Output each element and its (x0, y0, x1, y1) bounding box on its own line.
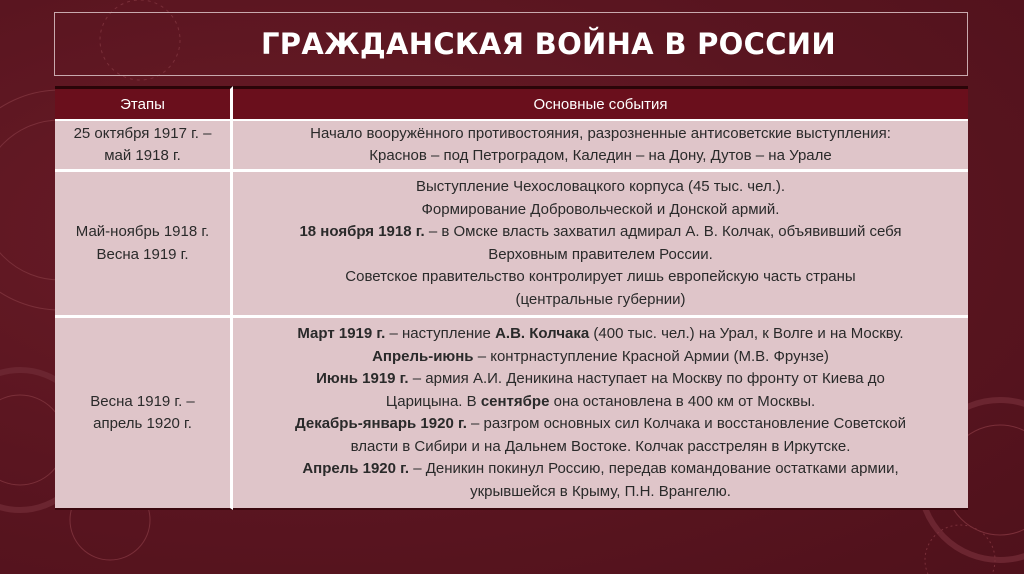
event-date: сентябре (480, 392, 550, 410)
event-line: Начало вооружённого противостояния, разрозненные антисоветские выступления: (310, 124, 891, 142)
stage-cell (55, 318, 233, 510)
events-cell (233, 121, 968, 172)
events-cell (233, 172, 968, 318)
event-date: 18 ноября 1918 г. (299, 223, 425, 240)
stage-cell (55, 172, 233, 318)
event-line: Краснов – под Петроградом, Каледин – на Дону, Дутов – на Урале (369, 147, 832, 164)
event-line: Верховным правителем России. (488, 245, 713, 263)
event-text: (400 тыс. чел.) на Урал, к Волге и на Москву. (589, 325, 904, 342)
event-line (239, 458, 962, 481)
stage-line: 25 октября 1917 г. – (73, 124, 212, 142)
event-line (239, 323, 962, 346)
event-line: власти в Сибири и на Дальнем Востоке. Колчак расстрелян в Иркутске. (350, 437, 851, 455)
event-text: – контрнаступление Красной Армии (М.В. Фрунзе) (473, 347, 829, 365)
event-text: – армия А.И. Деникина наступает на Москву по фронту от Киева до (408, 370, 885, 387)
table-row (55, 318, 968, 510)
event-date: Декабрь-январь 1920 г. (294, 415, 467, 432)
stage-line: май 1918 г. (104, 147, 181, 164)
event-line: Советское правительство контролирует лишь европейскую часть страны (345, 268, 856, 285)
event-line (239, 413, 962, 436)
stage-line: Весна 1919 г. (96, 245, 189, 263)
title-frame (54, 12, 968, 76)
event-text: – наступление (385, 325, 496, 342)
event-line (239, 391, 962, 414)
event-text: Царицына. В (385, 392, 481, 410)
event-line: (центральные губернии) (515, 290, 686, 308)
table-row (55, 121, 968, 172)
event-line (239, 346, 962, 369)
page-title: ГРАЖДАНСКАЯ ВОЙНА В РОССИИ (261, 27, 836, 61)
event-line: укрывшейся в Крыму, П.Н. Врангелю. (470, 482, 731, 500)
events-table (55, 86, 968, 510)
event-date: Июнь 1919 г. (316, 370, 409, 387)
events-cell (233, 318, 968, 510)
stage-line: Май-ноябрь 1918 г. (75, 223, 210, 240)
event-text: – Деникин покинул Россию, передав командование остатками армии, (409, 460, 899, 477)
stage-cell (55, 121, 233, 172)
header-events: Основные события (233, 86, 968, 121)
event-line (239, 221, 962, 244)
event-text: она остановлена в 400 км от Москвы. (549, 392, 816, 410)
event-text: – в Омске власть захватил адмирал А. В. Колчак, объявивший себя (424, 223, 902, 240)
event-line: Формирование Добровольческой и Донской армий. (421, 200, 780, 218)
event-text: – разгром основных сил Колчака и восстановление Советской (466, 415, 907, 432)
event-person: А.В. Колчака (495, 325, 590, 342)
event-date: Апрель 1920 г. (302, 460, 410, 477)
event-date: Март 1919 г. (297, 325, 386, 342)
event-date: Апрель-июнь (372, 347, 474, 365)
table-row (55, 172, 968, 318)
table-header-row (55, 86, 968, 121)
event-line (239, 368, 962, 391)
stage-line: апрель 1920 г. (93, 415, 192, 432)
header-stages: Этапы (55, 86, 233, 121)
event-line: Выступление Чехословацкого корпуса (45 тыс. чел.). (415, 178, 786, 195)
stage-line: Весна 1919 г. – (90, 392, 195, 410)
